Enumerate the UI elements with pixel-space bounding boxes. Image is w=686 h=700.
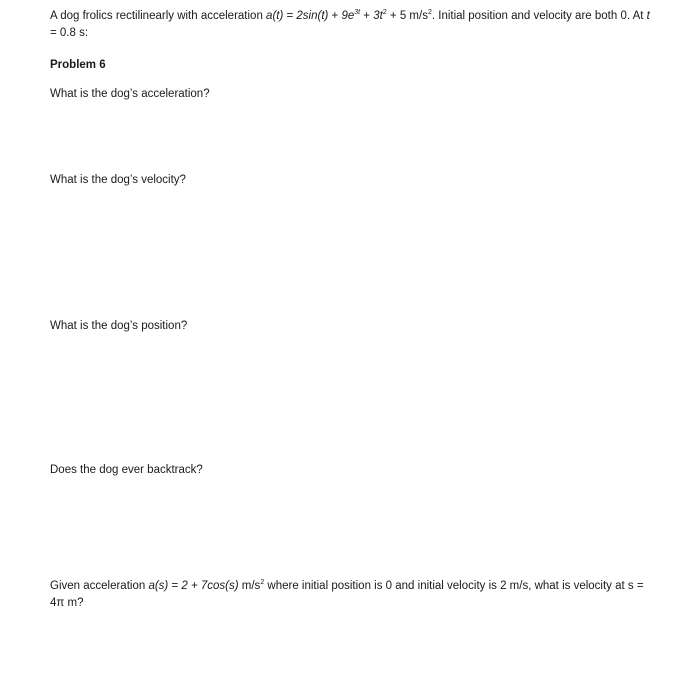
intro-conditions: . Initial position and velocity are both 0. At bbox=[431, 10, 647, 22]
time-value: = 0.8 s: bbox=[50, 27, 89, 39]
accel-term-exp-base: 9e bbox=[341, 10, 355, 22]
given-lead: Given acceleration bbox=[50, 580, 149, 592]
given-func: a(s) bbox=[148, 580, 169, 592]
given-rest: where initial position is 0 and initial velocity is 2 m/s, what is velocity at s = 4π m? bbox=[50, 580, 644, 609]
question-backtrack: Does the dog ever backtrack? bbox=[50, 464, 203, 476]
given-problem bbox=[50, 578, 650, 612]
intro-plus-1: + bbox=[328, 10, 342, 22]
given-unit: m/s bbox=[238, 580, 261, 592]
accel-tail: + 5 m/s bbox=[386, 10, 428, 22]
intro-eq: = bbox=[283, 10, 297, 22]
given-unit-exponent: 2 bbox=[260, 579, 265, 586]
accel-term-sin: 2sin(t) bbox=[296, 10, 329, 22]
question-position: What is the dog’s position? bbox=[50, 320, 188, 332]
accel-unit-exponent: 2 bbox=[427, 9, 432, 16]
time-variable: t bbox=[646, 10, 650, 22]
given-eq: = bbox=[168, 580, 182, 592]
accel-term-poly-power: 2 bbox=[382, 9, 387, 16]
question-velocity: What is the dog’s velocity? bbox=[50, 174, 186, 186]
given-expr: 2 + 7cos(s) bbox=[181, 580, 239, 592]
intro-lead: A dog frolics rectilinearly with acceleration bbox=[50, 10, 267, 22]
accel-term-exp-power: 3t bbox=[354, 9, 361, 16]
question-acceleration: What is the dog’s acceleration? bbox=[50, 88, 210, 100]
problem-label: Problem 6 bbox=[50, 59, 106, 71]
problem-intro bbox=[50, 8, 650, 42]
accel-term-poly-base: 3t bbox=[373, 10, 383, 22]
accel-func: a(t) bbox=[266, 10, 284, 22]
intro-plus-2: + bbox=[360, 10, 374, 22]
